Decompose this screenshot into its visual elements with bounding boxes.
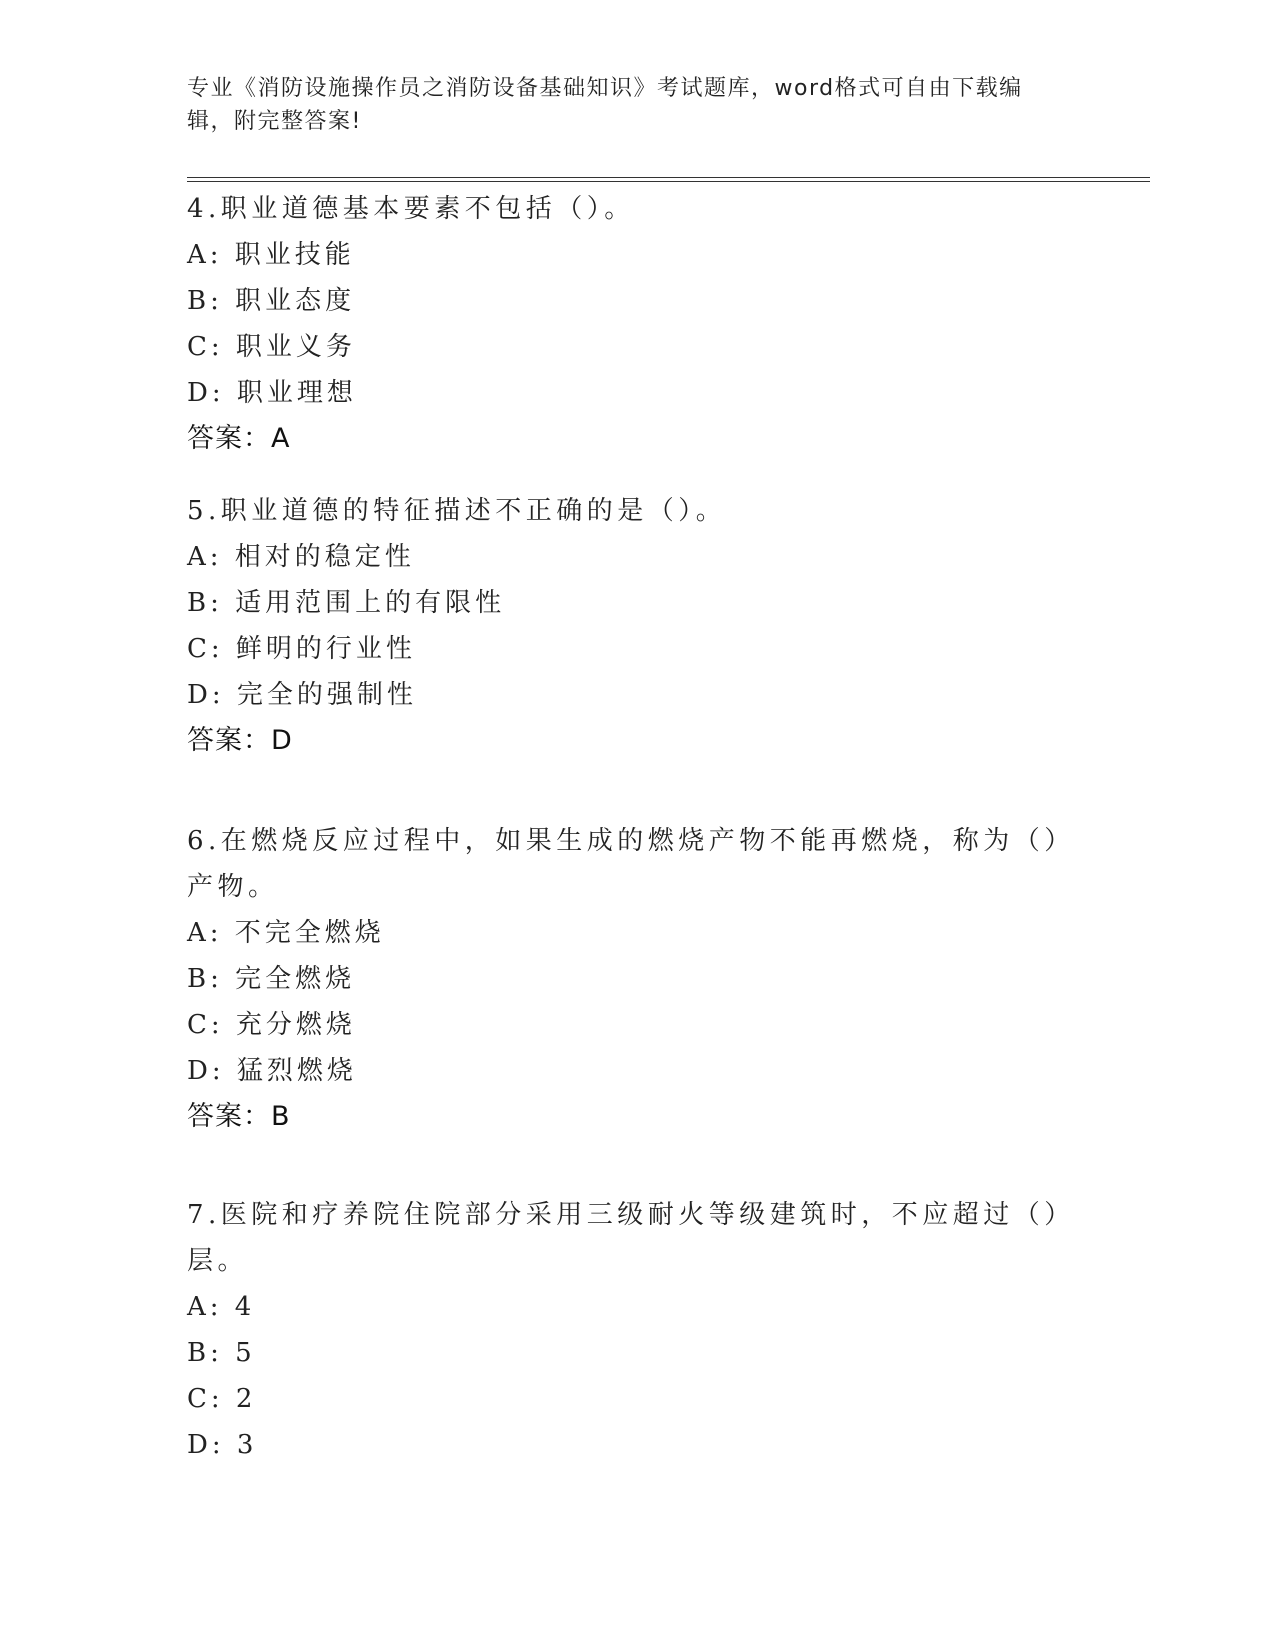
question-stem: 7.医院和疗养院住院部分采用三级耐火等级建筑时，不应超过（）层。 bbox=[187, 1200, 1062, 1276]
option-b: B: 适用范围上的有限性 bbox=[187, 588, 506, 618]
option-b: B: 5 bbox=[187, 1338, 256, 1368]
question-6 bbox=[187, 818, 1067, 1140]
option-c: C: 鲜明的行业性 bbox=[187, 634, 416, 664]
option-c: C: 充分燃烧 bbox=[187, 1010, 356, 1040]
option-c: C: 职业义务 bbox=[187, 332, 356, 362]
question-stem: 6.在燃烧反应过程中，如果生成的燃烧产物不能再燃烧，称为（）产物。 bbox=[187, 826, 1062, 902]
question-4 bbox=[187, 186, 1067, 462]
option-d: D: 3 bbox=[187, 1430, 258, 1460]
question-5 bbox=[187, 488, 1067, 764]
option-d: D: 职业理想 bbox=[187, 378, 357, 408]
answer-label: 答案：B bbox=[187, 1101, 291, 1132]
option-a: A: 4 bbox=[187, 1292, 256, 1322]
option-a: A: 不完全燃烧 bbox=[187, 918, 385, 948]
option-a: A: 相对的稳定性 bbox=[187, 542, 415, 572]
question-stem: 5.职业道德的特征描述不正确的是（）。 bbox=[187, 496, 727, 526]
option-d: D: 猛烈燃烧 bbox=[187, 1056, 357, 1086]
answer-label: 答案：D bbox=[187, 725, 293, 756]
question-7 bbox=[187, 1192, 1067, 1468]
header-divider-bottom bbox=[187, 181, 1150, 182]
option-a: A: 职业技能 bbox=[187, 240, 355, 270]
option-b: B: 职业态度 bbox=[187, 286, 356, 316]
question-stem: 4.职业道德基本要素不包括（）。 bbox=[187, 194, 635, 224]
option-c: C: 2 bbox=[187, 1384, 257, 1414]
option-b: B: 完全燃烧 bbox=[187, 964, 356, 994]
option-d: D: 完全的强制性 bbox=[187, 680, 417, 710]
answer-label: 答案：A bbox=[187, 423, 291, 454]
document-header: 专业《消防设施操作员之消防设备基础知识》考试题库，word格式可自由下载编辑，附完整答案! bbox=[187, 76, 1023, 134]
header-divider-top bbox=[187, 177, 1150, 178]
